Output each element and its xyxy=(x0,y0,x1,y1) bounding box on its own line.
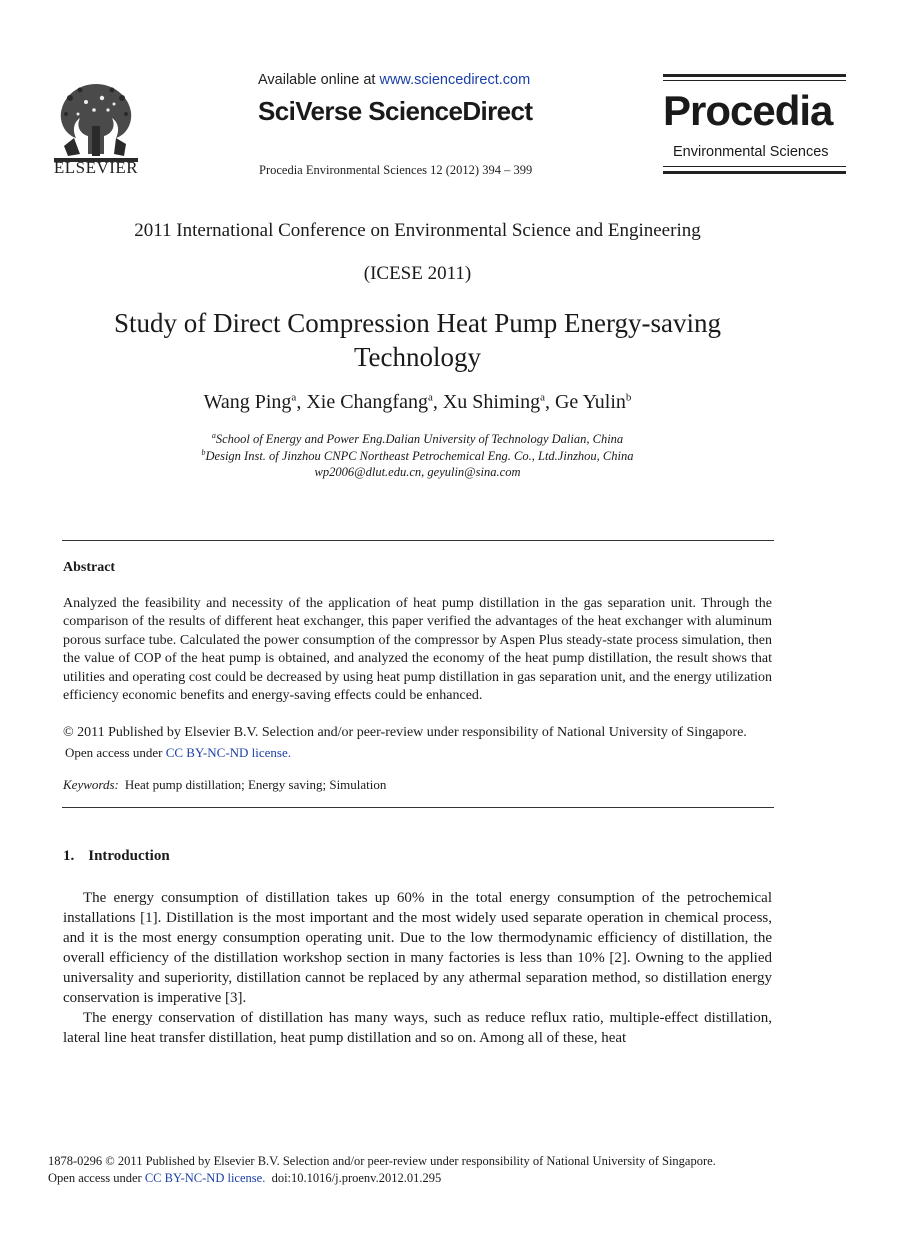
affiliation-a xyxy=(60,431,775,447)
copyright-notice: © 2011 Published by Elsevier B.V. Selection and/or peer-review under responsibility of National University of Singapore. xyxy=(63,725,747,740)
affiliation-text: Design Inst. of Jinzhou CNPC Northeast Petrochemical Eng. Co., Ltd.Jinzhou, China xyxy=(205,449,634,464)
author-list xyxy=(60,391,775,414)
availability-line xyxy=(258,72,548,88)
author-name: Wang Ping xyxy=(203,391,292,413)
procedia-journal-logo xyxy=(663,74,846,178)
logo-rule-top-thin xyxy=(663,80,846,81)
author-name: Xu Shiming xyxy=(442,391,541,413)
open-access-line xyxy=(65,745,465,761)
procedia-subtitle: Environmental Sciences xyxy=(673,144,829,160)
journal-citation: Procedia Environmental Sciences 12 (2012) 394 – 399 xyxy=(259,163,533,177)
paper-title: Study of Direct Compression Heat Pump Energy-saving Technology xyxy=(114,308,721,372)
footer-open-access xyxy=(48,1171,848,1186)
author-affil-mark: a xyxy=(540,391,545,404)
author-name: Ge Yulin xyxy=(554,391,626,413)
footer-license-link[interactable]: CC BY-NC-ND license. xyxy=(144,1171,266,1185)
sciencedirect-link[interactable]: www.sciencedirect.com xyxy=(379,72,531,88)
abstract-body: Analyzed the feasibility and necessity of the application of heat pump distillation in the gas separation unit. Through the comparison of the results of different heat exchanger, this paper verified the advantages of the heat exchanger with aluminum porous surface tube. Calculated the power consumption of the compressor by Aspen Plus steady-state process simulation, then the value of COP of the heat pump is obtained, and analyzed the economy of the heat pump distillation, the result shows that utilities and operating cost could be decreased by using heat pump distillation in gas separation unit, and the energy utilization efficiency economic benefits and energy-saving effects could be enhanced. xyxy=(63,596,772,704)
logo-rule-bottom-thin xyxy=(663,166,846,167)
introduction-body xyxy=(63,888,772,1048)
keywords-line xyxy=(63,777,775,793)
open-access-prefix: Open access under xyxy=(65,745,166,760)
procedia-wordmark: Procedia xyxy=(663,87,833,134)
affiliation-b xyxy=(60,448,775,464)
author-affil-mark: a xyxy=(291,391,297,404)
platform-wordmark: SciVerse ScienceDirect xyxy=(258,96,533,126)
author-emails: wp2006@dlut.edu.cn, geyulin@sina.com xyxy=(314,465,521,479)
section-number: 1. xyxy=(63,848,75,864)
footer-doi[interactable]: doi:10.1016/j.proenv.2012.01.295 xyxy=(271,1171,442,1185)
author-affil-mark: a xyxy=(427,391,433,404)
logo-rule-top xyxy=(663,74,846,77)
abstract-heading: Abstract xyxy=(63,560,116,575)
author-affil-mark: b xyxy=(625,391,632,404)
author-separator: , xyxy=(544,391,555,413)
paragraph: The energy conservation of distillation has many ways, such as reduce reflux ratio, multiple-effect distillation, lateral line heat transfer distillation, heat pump distillation and so on. Among all of these, heat xyxy=(63,1010,772,1046)
author-separator: , xyxy=(296,391,307,413)
author-name: Xie Changfang xyxy=(306,391,428,413)
keywords-text: Heat pump distillation; Energy saving; Simulation xyxy=(124,777,387,792)
paragraph: The energy consumption of distillation takes up 60% in the total energy consumption of the petrochemical installations [1]. Distillation is the most important and the most widely used separate operation in chemical process, and it is the most energy consumption operating unit. Due to the low thermodynamic efficiency of distillation, the overall efficiency of the distillation workshop section in many factories is less than 10% [2]. Owning to the applied universality and superiority, distillation cannot be replaced by any athermal separation method, so distillation energy conservation is imperative [3]. xyxy=(63,890,772,1006)
affiliation-text: School of Energy and Power Eng.Dalian University of Technology Dalian, China xyxy=(215,432,624,447)
author-separator: , xyxy=(432,391,443,413)
keywords-label: Keywords: xyxy=(63,777,119,792)
license-link[interactable]: CC BY-NC-ND license. xyxy=(165,745,292,760)
affiliation-mark: a xyxy=(211,431,216,440)
conference-name: 2011 International Conference on Environmental Science and Engineering xyxy=(134,220,701,241)
section-title: Introduction xyxy=(88,848,170,864)
abstract-top-rule xyxy=(62,540,774,541)
affiliation-mark: b xyxy=(201,448,206,457)
availability-prefix: Available online at xyxy=(258,72,380,88)
section-heading xyxy=(63,848,170,865)
footer-copyright: 1878-0296 © 2011 Published by Elsevier B.V. Selection and/or peer-review under responsibility of National University of Singapore. xyxy=(48,1154,716,1168)
abstract-bottom-rule xyxy=(62,807,774,808)
conference-acronym: (ICESE 2011) xyxy=(363,263,472,284)
publisher-wordmark: ELSEVIER xyxy=(53,158,139,177)
footer-open-access-prefix: Open access under xyxy=(48,1171,145,1185)
logo-rule-bottom xyxy=(663,171,846,174)
